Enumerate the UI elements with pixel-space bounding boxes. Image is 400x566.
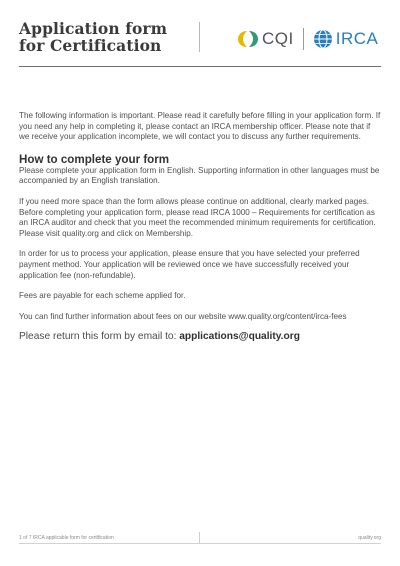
title-line-2: for Certification	[19, 36, 162, 55]
cqi-logo	[237, 29, 294, 49]
cqi-logo-icon	[237, 29, 259, 49]
document-title	[19, 20, 167, 54]
footer-website: quality.org	[358, 535, 381, 541]
return-prefix: Please return this form by email to:	[19, 331, 180, 343]
paragraph-space: If you need more space than the form allows please continue on additional, clearly marked pages. Before completing your application form, please read IRCA 1000 – Requirements for certification as an IRCA auditor and check that you meet the recommended minimum requirements for certification. Please visit quality.org and click on Membership.	[19, 196, 376, 238]
title-line-1: Application form	[19, 19, 168, 38]
cqi-logo-text: CQI	[262, 29, 294, 48]
intro-paragraph: The following information is important. Please read it carefully before filling in your application form. If you need any help in completing it, please contact an IRCA membership officer. Please note that if we receive your application incomplete, we will contact you to discuss any further requirements.	[19, 111, 381, 142]
header	[19, 18, 381, 58]
footer	[19, 535, 381, 545]
logos	[237, 26, 378, 52]
irca-logo	[313, 29, 379, 49]
paragraph-fees-info: You can find further information about fees on our website www.quality.org/content/irca-fees	[19, 311, 347, 321]
paragraph-fees: Fees are payable for each scheme applied for.	[19, 291, 186, 301]
header-divider	[199, 22, 200, 52]
return-email-link[interactable]: applications@quality.org	[179, 331, 300, 343]
logo-separator	[303, 28, 304, 50]
irca-globe-icon	[313, 29, 333, 49]
header-rule	[19, 66, 381, 67]
paragraph-language: Please complete your application form in English. Supporting information in other languages must be accompanied by an English translation.	[19, 165, 380, 186]
irca-logo-text: IRCA	[335, 29, 379, 48]
footer-divider	[199, 532, 200, 543]
footer-rule	[19, 543, 381, 544]
section-heading: How to complete your form	[19, 152, 170, 166]
main-content	[19, 111, 381, 343]
footer-page-info: 1 of 7 IRCA applicable form for certification	[19, 535, 114, 541]
paragraph-payment: In order for us to process your application, please ensure that you have selected your preferred payment method. Your application will be reviewed once we have successfully received your application fee (non-refundable).	[19, 249, 360, 280]
return-instructions	[19, 330, 381, 343]
